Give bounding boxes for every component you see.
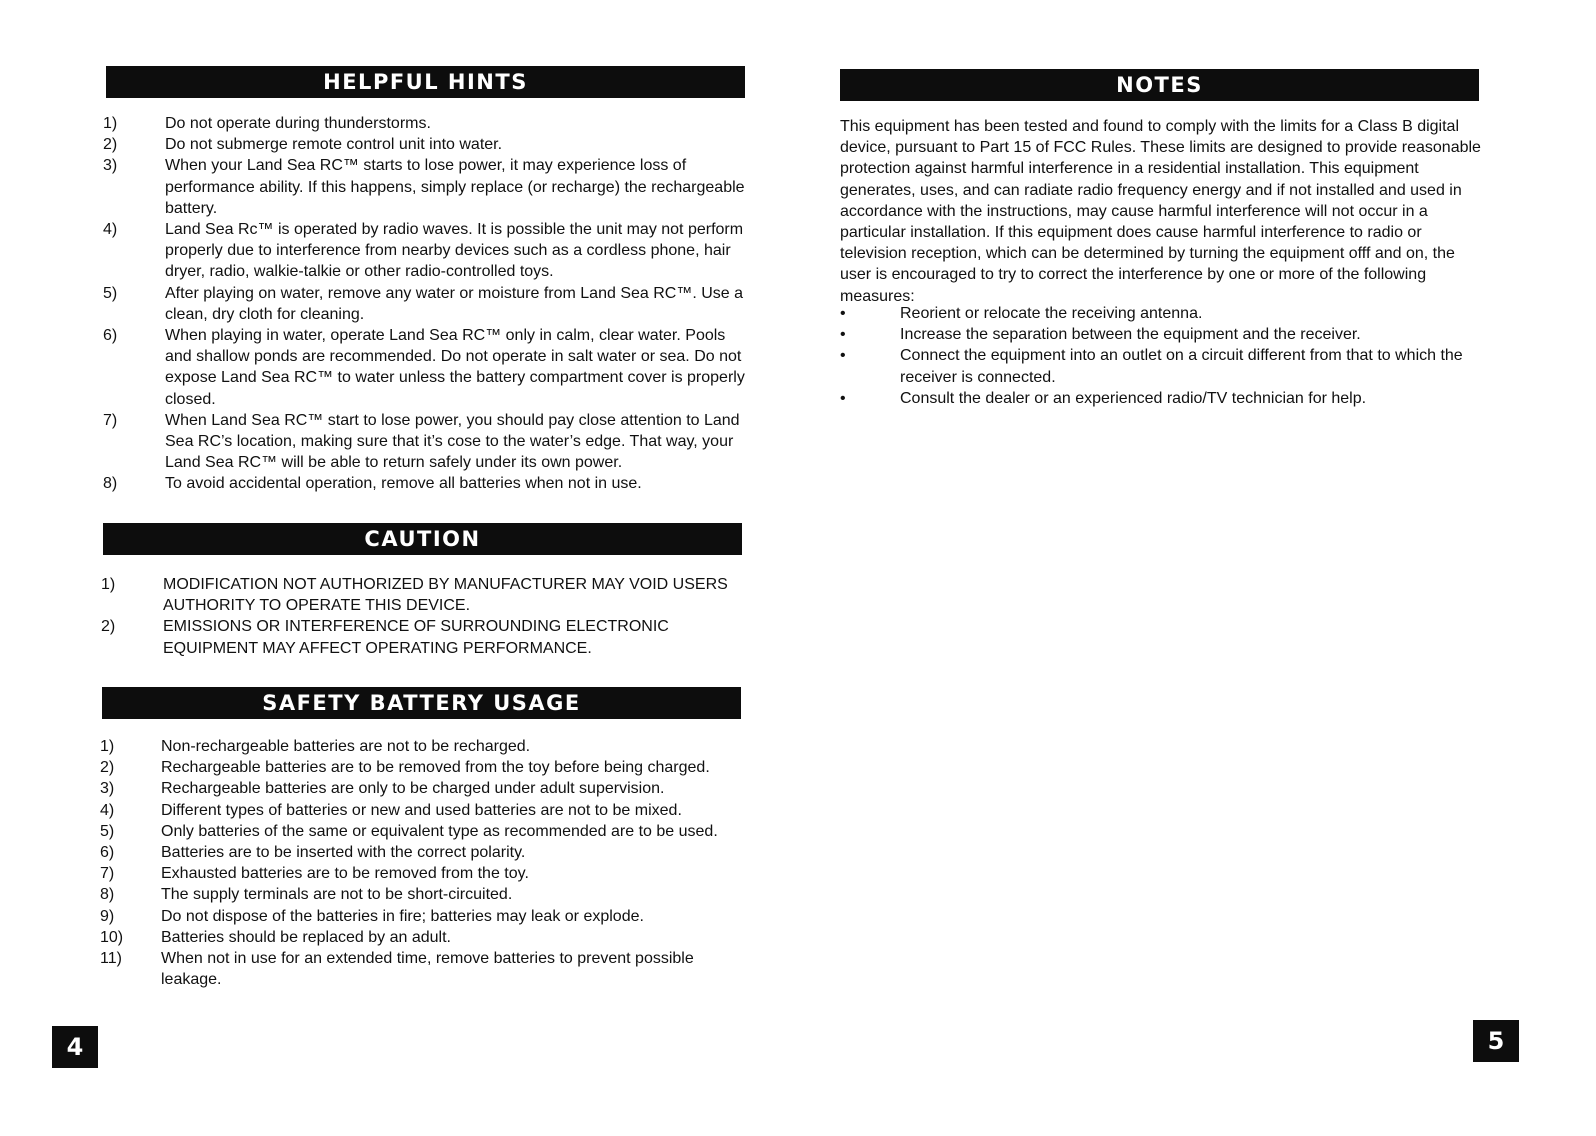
list-item-number: 8) xyxy=(100,886,115,904)
list-item xyxy=(101,616,746,658)
list-item-text: When Land Sea RC™ start to lose power, you should pay close attention to Land Sea RC’s location, making sure that it’s cose to the water’s edge. That way, your Land Sea RC™ will be able to return safely under its own power. xyxy=(165,411,740,472)
list-item xyxy=(103,325,748,410)
list-item xyxy=(103,113,748,134)
list-item xyxy=(100,948,740,990)
list-item-text: MODIFICATION NOT AUTHORIZED BY MANUFACTURER MAY VOID USERS AUTHORITY TO OPERATE THIS DEVICE. xyxy=(163,576,728,615)
list-item xyxy=(101,574,746,616)
list-item-text: Do not operate during thunderstorms. xyxy=(165,115,431,132)
list-item xyxy=(103,283,748,325)
list-item xyxy=(100,842,740,863)
bullet-text: Connect the equipment into an outlet on a circuit different from that to which the receiver is connected. xyxy=(900,347,1463,386)
list-item-number: 2) xyxy=(101,618,116,636)
list-item-text: Do not submerge remote control unit into water. xyxy=(165,136,503,154)
list-item-number: 6) xyxy=(100,844,115,862)
bullet-item xyxy=(838,324,1486,345)
helpful-hints-heading: HELPFUL HINTS xyxy=(106,66,745,98)
list-item xyxy=(103,219,748,283)
list-item-number: 9) xyxy=(100,907,115,925)
list-item-number: 11) xyxy=(100,950,122,968)
list-item-number: 3) xyxy=(100,780,115,798)
list-item-text: Only batteries of the same or equivalent type as recommended are to be used. xyxy=(161,822,718,840)
list-item-text: When your Land Sea RC™ starts to lose power, it may experience loss of performance ability. If this happens, simply replace (or recharge) the rechargeable battery. xyxy=(165,157,745,217)
notes-heading: NOTES xyxy=(840,69,1479,101)
list-item-text: Batteries are to be inserted with the correct polarity. xyxy=(161,844,526,862)
bullet-item xyxy=(838,388,1486,409)
list-item-number: 8) xyxy=(103,475,118,493)
caution-list xyxy=(101,574,746,659)
list-item-text: To avoid accidental operation, remove all batteries when not in use. xyxy=(165,475,642,493)
list-item-text: The supply terminals are not to be short-circuited. xyxy=(161,886,513,904)
list-item xyxy=(100,884,740,905)
list-item xyxy=(100,778,740,799)
bullet-item xyxy=(838,345,1486,387)
helpful-hints-list xyxy=(103,113,748,495)
list-item xyxy=(100,863,740,884)
list-item-number: 6) xyxy=(103,327,118,345)
page-number-left: 4 xyxy=(52,1026,98,1068)
list-item xyxy=(100,906,740,927)
list-item-text: When not in use for an extended time, remove batteries to prevent possible leakage. xyxy=(161,950,694,989)
safety-battery-usage-heading: SAFETY BATTERY USAGE xyxy=(102,687,741,719)
list-item xyxy=(100,736,740,757)
list-item-text: Rechargeable batteries are only to be charged under adult supervision. xyxy=(161,780,665,798)
list-item-text: After playing on water, remove any water or moisture from Land Sea RC™. Use a clean, dry cloth for cleaning. xyxy=(165,284,744,323)
bullet-item xyxy=(838,303,1486,324)
list-item-number: 2) xyxy=(103,136,118,154)
list-item xyxy=(103,410,748,474)
list-item-number: 1) xyxy=(101,576,116,593)
list-item-number: 5) xyxy=(100,822,115,840)
list-item xyxy=(103,155,748,219)
page-number-right: 5 xyxy=(1473,1020,1519,1062)
bullet-text: Consult the dealer or an experienced radio/TV technician for help. xyxy=(900,389,1367,407)
list-item-number: 5) xyxy=(103,284,118,302)
list-item-text: Non-rechargeable batteries are not to be recharged. xyxy=(161,738,531,755)
bullet-text: Increase the separation between the equipment and the receiver. xyxy=(900,326,1361,344)
bullet-icon: • xyxy=(840,326,846,344)
list-item xyxy=(100,927,740,948)
list-item-number: 7) xyxy=(103,411,118,429)
list-item xyxy=(100,821,740,842)
list-item-number: 4) xyxy=(100,801,115,819)
list-item-text: Rechargeable batteries are to be removed from the toy before being charged. xyxy=(161,759,710,777)
list-item-number: 1) xyxy=(103,115,118,132)
list-item-number: 10) xyxy=(100,928,124,946)
list-item xyxy=(100,757,740,778)
notes-paragraph: This equipment has been tested and found to comply with the limits for a Class B digital device, pursuant to Part 15 of FCC Rules. These limits are designed to provide reasonable protection against harmful interference in a residential installation. This equipment generates, uses, and can radiate radio frequency energy and if not installed and used in accordance with the instructions, may cause harmful interference will not occur in a particular installation. If this equipment does cause harmful interference to radio or television reception, which can be determined by turning the equipment offf and on, the user is encouraged to try to correct the interference by one or more of the following measures: xyxy=(840,118,1481,305)
list-item xyxy=(100,800,740,821)
list-item-number: 3) xyxy=(103,157,118,175)
list-item-text: Batteries should be replaced by an adult. xyxy=(161,928,451,946)
caution-heading: CAUTION xyxy=(103,523,742,555)
notes-bullet-list xyxy=(838,303,1486,409)
bullet-icon: • xyxy=(840,305,846,322)
list-item-number: 7) xyxy=(100,865,115,883)
list-item-number: 1) xyxy=(100,738,115,755)
list-item-text: EMISSIONS OR INTERFERENCE OF SURROUNDING ELECTRONIC EQUIPMENT MAY AFFECT OPERATING PERFORMANCE. xyxy=(163,618,669,657)
bullet-text: Reorient or relocate the receiving antenna. xyxy=(900,305,1203,322)
list-item-text: Land Sea Rc™ is operated by radio waves. It is possible the unit may not perform properly due to interference from nearby devices such as a cordless phone, hair dryer, radio, walkie-talkie or other radio-controlled toys. xyxy=(165,221,744,281)
list-item-number: 4) xyxy=(103,221,118,239)
list-item xyxy=(103,134,748,155)
safety-battery-usage-list xyxy=(100,736,740,990)
list-item-text: Exhausted batteries are to be removed from the toy. xyxy=(161,865,529,883)
list-item-text: When playing in water, operate Land Sea RC™ only in calm, clear water. Pools and shallow ponds are recommended. Do not operate in salt water or sea. Do not expose Land Sea RC™ to water unless the battery compartment cover is properly closed. xyxy=(165,327,745,408)
list-item-number: 2) xyxy=(100,759,115,777)
bullet-icon: • xyxy=(840,347,846,365)
list-item-text: Different types of batteries or new and used batteries are not to be mixed. xyxy=(161,801,682,819)
bullet-icon: • xyxy=(840,389,846,407)
list-item xyxy=(103,473,748,494)
list-item-text: Do not dispose of the batteries in fire; batteries may leak or explode. xyxy=(161,907,644,925)
